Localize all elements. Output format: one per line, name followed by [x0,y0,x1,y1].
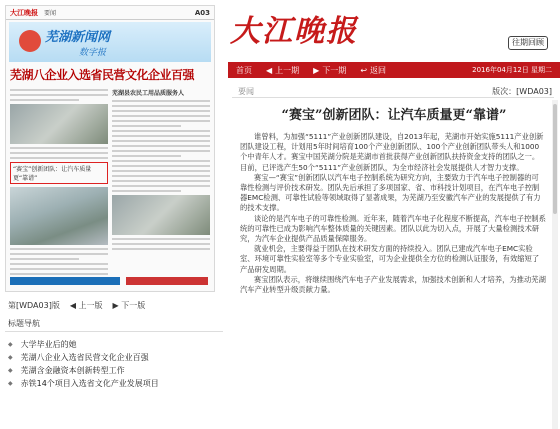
title-nav-header: 标题导航 [5,318,223,332]
archive-button[interactable]: 往期回顾 [508,36,548,50]
page-navigation [8,300,145,311]
article-title: “赛宝”创新团队：让汽车质量更“靠谱” [281,108,507,123]
paper-photo-2 [112,195,210,235]
toolbar-prev-issue[interactable]: ◀ 上一期 [266,65,300,75]
title-list [8,338,222,390]
article-paragraph: 谈论的是汽车电子的可靠性检测。近年来，随着汽车电子化程度不断提高，汽车电子控制系统的可靠性已成为影响汽车整体质量的关键因素。团队以此为切入点，开展了大量检测技术研究，为汽车企业提供产品质量保障服务。 [240,213,546,244]
paper-col-right [112,86,210,283]
arrow-right-icon: ▶ [313,65,320,75]
article-body [240,132,546,295]
bullet-icon: ◆ [8,341,13,348]
newspaper-page-thumbnail[interactable] [5,5,215,292]
title-list-item[interactable]: ◆ 芜湖含金融资本创新转型工作 [8,366,125,375]
banner-subtitle: 数字报 [79,48,107,58]
paper-meta: 要闻 [44,10,57,17]
scrollbar-thumb[interactable] [553,104,557,214]
next-page-link[interactable]: ▶ 下一版 [112,301,146,310]
paper-page-number: A03 [194,8,210,17]
paper-photo-large [10,187,108,245]
bullet-icon: ◆ [8,354,13,361]
paper-subheadline[interactable]: 芜湖县农民工用品质服务人 [112,90,185,97]
page-label: 第[WDA03]版 [8,301,60,310]
site-logo[interactable]: 大江晚报 [230,14,358,49]
toolbar [228,62,560,78]
banner-title: 芜湖新闻网 [45,30,111,45]
bullet-icon: ◆ [8,380,13,387]
paper-mini-logo: 大江晚报 [10,7,38,17]
right-panel [228,0,560,429]
bullet-icon: ◆ [8,367,13,374]
paper-masthead [6,6,214,20]
paper-ad-strip [10,277,120,285]
toolbar-back[interactable]: ↩ 返回 [360,65,387,75]
title-list-item[interactable]: ◆ 赤铁14个项目入选省文化产业发展项目 [8,379,159,388]
article-paragraph: 就业机会，主要得益于团队在技术研发方面的持续投入。团队已建成汽车电子EMC实验室、环境可靠性实验室等多个专业实验室，可为企业提供全方位的检测认证服务，有效缩短了产品研发周期。 [240,244,540,274]
highlighted-article-box[interactable]: “赛宝”创新团队：让汽车质量更“靠谱” [10,162,108,184]
arrow-left-icon: ◀ [266,65,273,75]
breadcrumb [228,84,560,98]
page-version: 版次：[WDA03] [492,86,552,96]
banner-logo-icon [19,30,41,52]
title-list-item[interactable]: ◆ 芜湖八企业入选省民营文化企业百强 [8,353,149,362]
article-paragraph: 赛宝—“赛宝”创新团队以汽车电子控制系统为研究方向，主要致力于汽车电子控制器的可靠性检测与评价技术研发。团队先后承担了多项国家、省、市科技计划项目，在汽车电子控制器EMC检测、可靠性试验等领域取得了显著成果，为芜湖乃至安徽汽车产业的发展提供了有力的技术支撑。 [240,172,541,213]
issue-date: 2016年04月12日 星期二 [472,66,552,74]
section-label: 要闻 [238,86,254,96]
title-list-item[interactable]: ◆ 大学毕业后的她 [8,340,77,349]
toolbar-next-issue[interactable]: ▶ 下一期 [313,65,347,75]
paper-ad-strip-2 [126,277,208,285]
left-panel [0,0,228,429]
toolbar-home[interactable]: 首页 [236,65,252,75]
paper-columns [10,86,210,283]
back-icon: ↩ [360,65,368,75]
prev-page-link[interactable]: ◀ 上一版 [69,301,103,310]
paper-photo [10,104,108,144]
article-paragraph: 赛宝团队表示，将继续围绕汽车电子产业发展需求，加强技术创新和人才培养，为推动芜湖汽车产业转型升级贡献力量。 [240,274,546,295]
paper-col-left [10,86,108,283]
article-paragraph: 谁曾料，为加强“5111”产业创新团队建设，自2013年起，芜湖市开始实施5111产业创新团队建设工程，计划用5年时间培育100个产业创新团队、100个产业创新团队带头人和1000个中青年人才。赛宝中国芜湖分院是芜湖市首批获得产业创新团队扶持资金支持的团队之一。目前，已评选产生50个“5111”产业创新团队，为全市经济社会发展提供人才智力支撑。 [240,132,544,172]
paper-headline[interactable]: 芜湖八企业入选省民营文化企业百强 [10,68,195,82]
paper-banner [9,22,211,62]
scrollbar[interactable] [552,100,558,429]
